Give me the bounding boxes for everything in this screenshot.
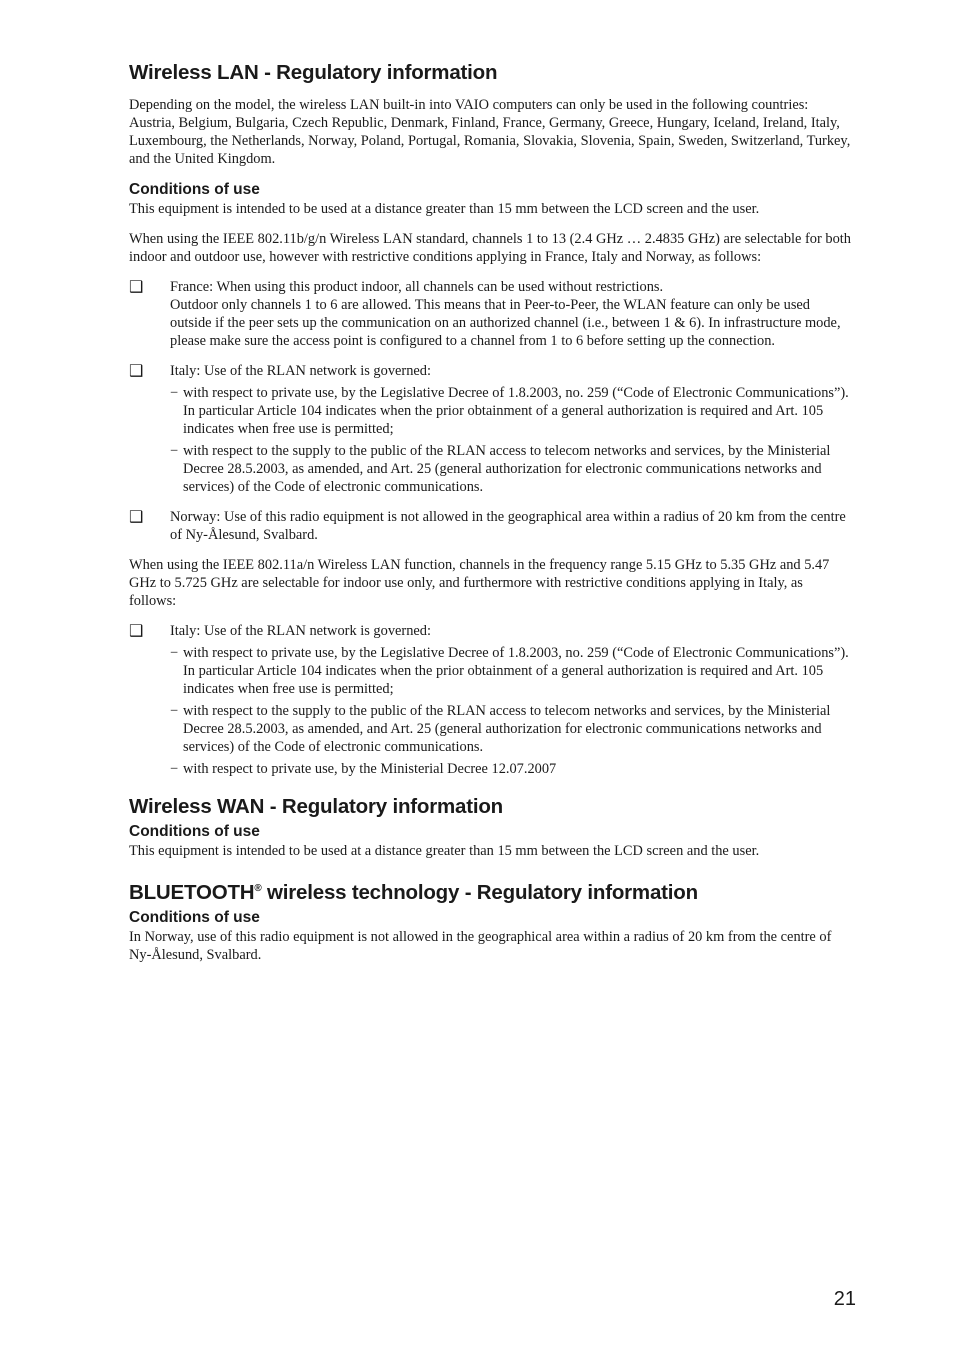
wwan-distance-text: This equipment is intended to be used at a distance greater than 15 mm between the LCD screen and the user. [129, 843, 760, 859]
italy-an-private-use-text: with respect to private use, by the Legislative Decree of 1.8.2003, no. 259 (“Code of Electronic Communications”). In particular Article 104 indicates when the prior obtainment of a general authorization is required and Art. 105 indicates when free use is permitted; [183, 645, 849, 697]
dash-bullet: − [170, 645, 179, 661]
italy-an-ministerial-decree-text: with respect to private use, by the Ministerial Decree 12.07.2007 [183, 761, 557, 777]
document-page [129, 58, 851, 964]
italy-an-item [129, 622, 851, 778]
registered-mark: ® [254, 883, 262, 895]
bluetooth-title [129, 878, 851, 908]
france-outdoor-text: Outdoor only channels 1 to 6 are allowed. This means that in Peer-to-Peer, the WLAN feature can only be used outside if the peer sets up the communication on an authorized channel (i.e., between 1 & 6). In infrastructure mode, please make sure the access point is configured to a channel from 1 to 6 before setting up the connection. [170, 297, 841, 349]
italy-an-sub-item [170, 760, 851, 778]
italy-sub-item [170, 384, 851, 438]
dash-bullet: − [170, 761, 179, 777]
wlan-an-intro: When using the IEEE 802.11a/n Wireless LAN function, channels in the frequency range 5.15 GHz to 5.35 GHz and 5.47 GHz to 5.725 GHz are selectable for indoor use only, and furthermore with restrictive conditions applying in Italy, as follows: [129, 557, 830, 609]
bluetooth-title-rest: wireless technology - Regulatory information [261, 881, 698, 904]
wlan-title: Wireless LAN - Regulatory information [129, 61, 498, 84]
bluetooth-conditions-heading: Conditions of use [129, 909, 260, 926]
dash-bullet: − [170, 385, 179, 401]
checkbox-bullet-icon: ❑ [129, 361, 144, 380]
italy-sub-item [170, 442, 851, 496]
italy-an-text: Italy: Use of the RLAN network is governed: [170, 623, 431, 639]
italy-text: Italy: Use of the RLAN network is governed: [170, 363, 431, 379]
italy-an-sub-item [170, 702, 851, 756]
checkbox-bullet-icon: ❑ [129, 621, 144, 640]
wlan-conditions-heading: Conditions of use [129, 181, 260, 198]
dash-bullet: − [170, 703, 179, 719]
italy-item [129, 362, 851, 496]
wwan-conditions-heading: Conditions of use [129, 823, 260, 840]
wlan-intro: Depending on the model, the wireless LAN built-in into VAIO computers can only be used in the following countries: Austria, Belgium, Bulgaria, Czech Republic, Denmark, Finland, France, Germany, Greece, Hungary, Iceland, Ireland, Italy, Luxembourg, the Netherlands, Norway, Poland, Portugal, Romania, Slovakia, Slovenia, Spain, Sweden, Switzerland, Turkey, and the United Kingdom. [129, 97, 851, 167]
norway-item [129, 508, 851, 544]
checkbox-bullet-icon: ❑ [129, 277, 144, 296]
bluetooth-brand: BLUETOOTH [129, 881, 255, 904]
italy-an-sub-item [170, 644, 851, 698]
wlan-bgn-intro: When using the IEEE 802.11b/g/n Wireless LAN standard, channels 1 to 13 (2.4 GHz … 2.4835 GHz) are selectable for both indoor and outdoor use, however with restrictive conditions applying in France, Italy and Norway, as follows: [129, 231, 851, 265]
checkbox-bullet-icon: ❑ [129, 507, 144, 526]
norway-text: Norway: Use of this radio equipment is not allowed in the geographical area within a radius of 20 km from the centre of Ny-Ålesund, Svalbard. [170, 509, 846, 543]
italy-private-use-text: with respect to private use, by the Legislative Decree of 1.8.2003, no. 259 (“Code of Electronic Communications”). In particular Article 104 indicates when the prior obtainment of a general authorization is required and Art. 105 indicates when free use is permitted; [183, 385, 849, 437]
wwan-title: Wireless WAN - Regulatory information [129, 795, 503, 818]
france-text: France: When using this product indoor, all channels can be used without restrictions. [170, 279, 664, 295]
italy-public-supply-text: with respect to the supply to the public of the RLAN access to telecom networks and services, by the Ministerial Decree 28.5.2003, as amended, and Art. 25 (general authorization for electronic communications networks and services) of the Code of electronic communications. [183, 443, 831, 495]
dash-bullet: − [170, 443, 179, 459]
page-number: 21 [833, 1288, 856, 1310]
france-item [129, 278, 851, 350]
wlan-distance-text: This equipment is intended to be used at a distance greater than 15 mm between the LCD screen and the user. [129, 201, 760, 217]
italy-an-public-supply-text: with respect to the supply to the public of the RLAN access to telecom networks and services, by the Ministerial Decree 28.5.2003, as amended, and Art. 25 (general authorization for electronic communications networks and services) of the Code of electronic communications. [183, 703, 831, 755]
bluetooth-text: In Norway, use of this radio equipment is not allowed in the geographical area within a radius of 20 km from the centre of Ny-Ålesund, Svalbard. [129, 929, 832, 963]
